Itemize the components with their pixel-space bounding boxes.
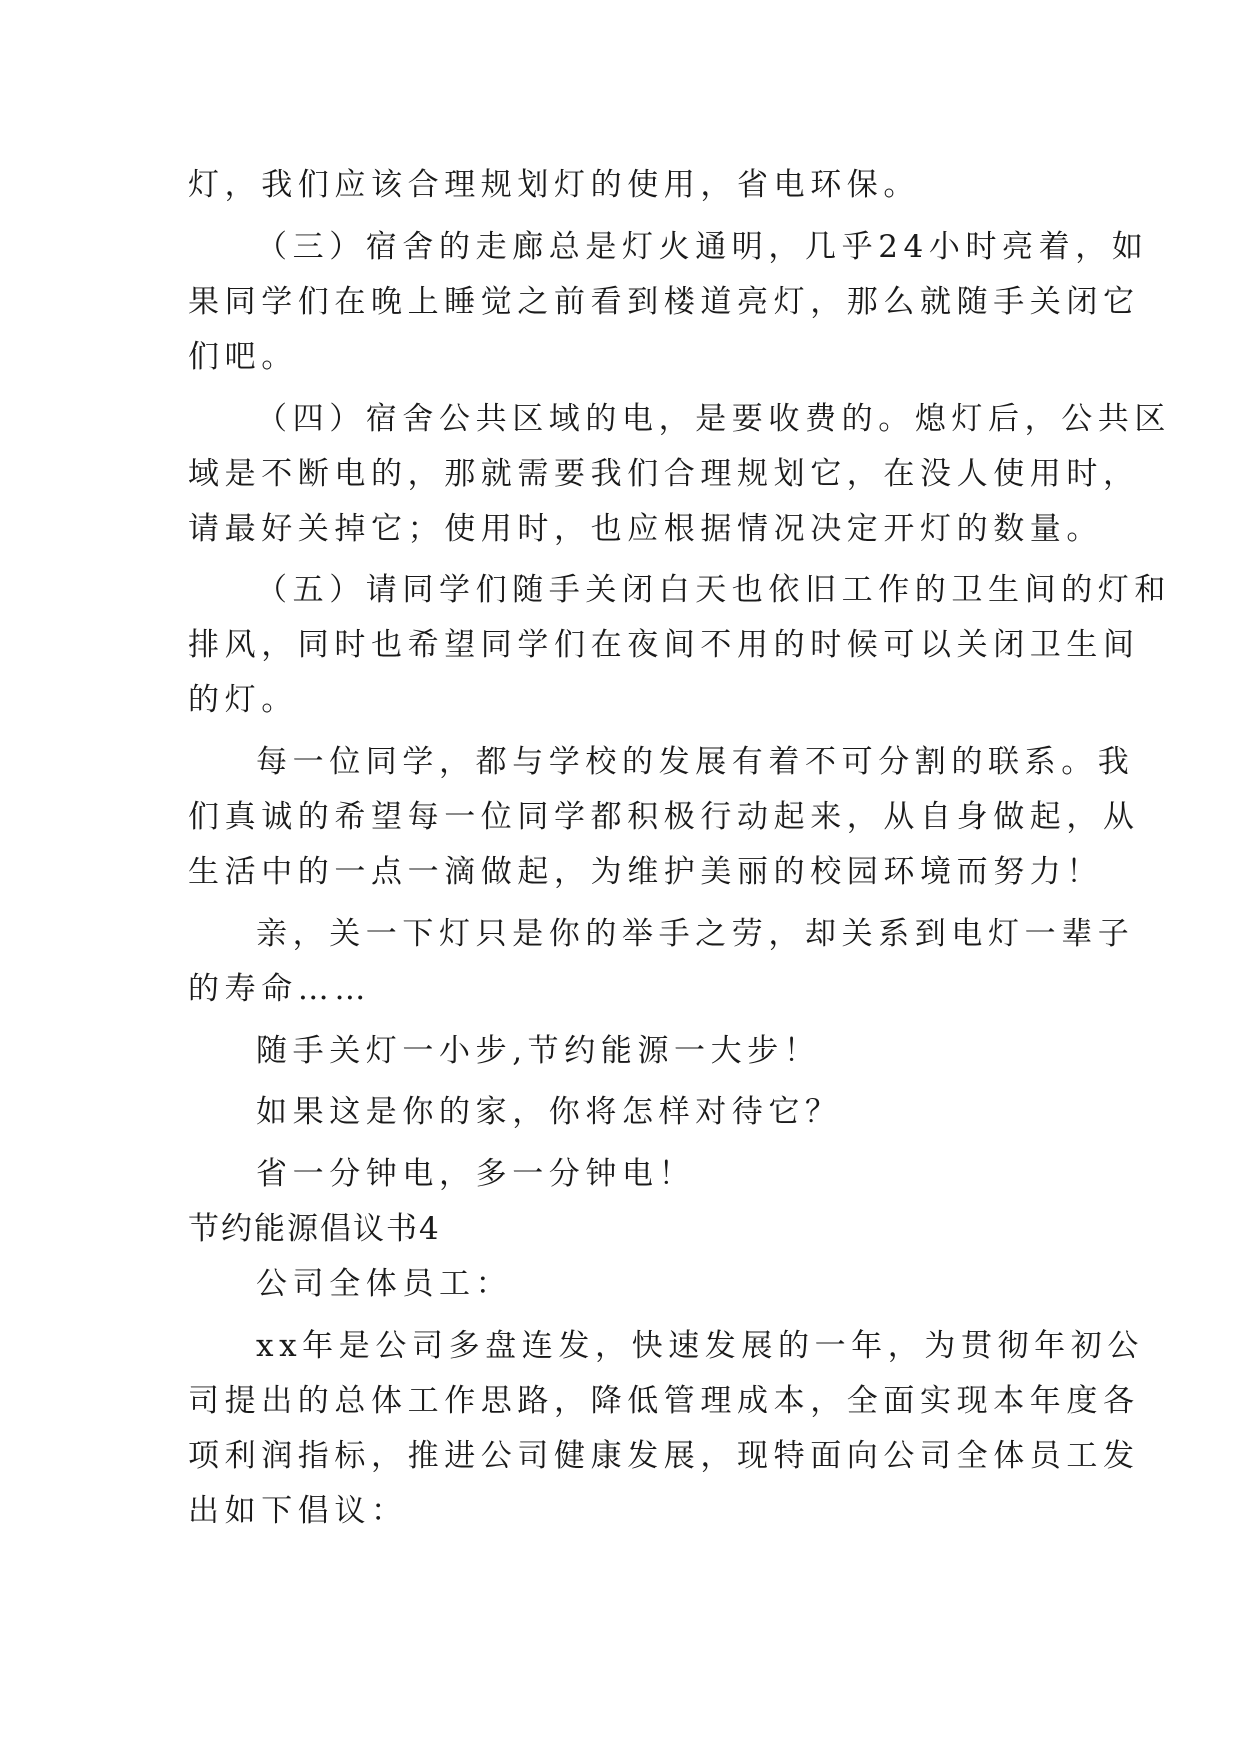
paragraph-line: 请最好关掉它；使用时，也应根据情况决定开灯的数量。	[188, 511, 1103, 547]
paragraph-line: 排风，同时也希望同学们在夜间不用的时候可以关闭卫生间	[188, 627, 1140, 663]
paragraph-line: 省一分钟电，多一分钟电！	[256, 1156, 696, 1192]
paragraph-line: （四）宿舍公共区域的电，是要收费的。熄灯后，公共区	[256, 401, 1171, 437]
paragraph-line: 灯，我们应该合理规划灯的使用，省电环保。	[188, 167, 920, 203]
paragraph-line: 如果这是你的家，你将怎样对待它？	[256, 1094, 842, 1130]
paragraph-line: 司提出的总体工作思路，降低管理成本，全面实现本年度各	[188, 1383, 1140, 1419]
paragraph-line: 出如下倡议：	[188, 1493, 408, 1529]
paragraph-line: （三）宿舍的走廊总是灯火通明，几乎24小时亮着，如	[256, 229, 1149, 265]
paragraph-line: 生活中的一点一滴做起，为维护美丽的校园环境而努力！	[188, 854, 1103, 890]
paragraph-line: 每一位同学，都与学校的发展有着不可分割的联系。我	[256, 744, 1135, 780]
salutation: 公司全体员工：	[256, 1266, 513, 1302]
paragraph-line: 项利润指标，推进公司健康发展，现特面向公司全体员工发	[188, 1438, 1140, 1474]
paragraph-line: 域是不断电的，那就需要我们合理规划它，在没人使用时，	[188, 456, 1140, 492]
paragraph-line: （五）请同学们随手关闭白天也依旧工作的卫生间的灯和	[256, 572, 1171, 608]
paragraph-line: 们真诚的希望每一位同学都积极行动起来，从自身做起，从	[188, 799, 1140, 835]
paragraph-line: 随手关灯一小步,节约能源一大步！	[256, 1033, 821, 1069]
paragraph-line: 们吧。	[188, 339, 298, 375]
paragraph-line: xx年是公司多盘连发，快速发展的一年，为贯彻年初公	[256, 1328, 1144, 1364]
paragraph-line: 的灯。	[188, 682, 298, 718]
paragraph-line: 亲，关一下灯只是你的举手之劳，却关系到电灯一辈子	[256, 916, 1135, 952]
section-heading: 节约能源倡议书4	[188, 1211, 441, 1247]
paragraph-line: 果同学们在晚上睡觉之前看到楼道亮灯，那么就随手关闭它	[188, 284, 1140, 320]
paragraph-line: 的寿命……	[188, 971, 371, 1007]
